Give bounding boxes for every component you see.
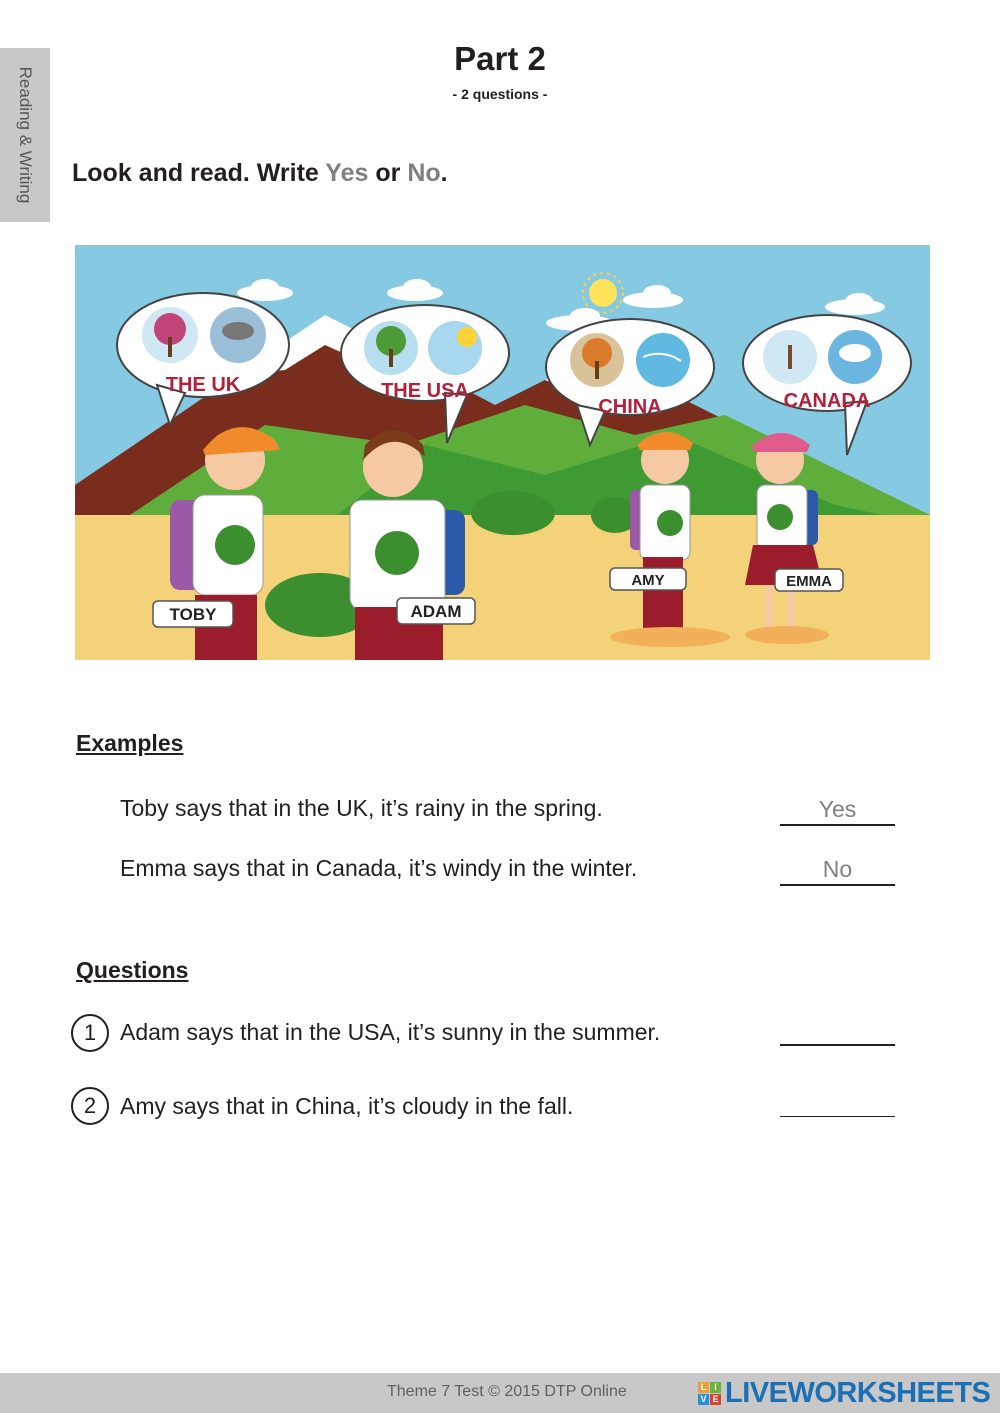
logo-text: LIVEWORKSHEETS xyxy=(725,1376,991,1409)
country-label-china: CHINA xyxy=(598,396,662,418)
page-subtitle: - 2 questions - xyxy=(452,86,548,102)
instruction-no: No xyxy=(407,159,441,187)
example-answer: Yes xyxy=(780,794,895,826)
question-sentence: Amy says that in China, it’s cloudy in the fall. xyxy=(120,1093,574,1119)
logo-letter: L xyxy=(698,1382,709,1393)
country-label-usa: THE USA xyxy=(381,380,469,402)
questions-heading: Questions xyxy=(76,957,189,983)
answer-input[interactable] xyxy=(780,1014,895,1046)
instruction-prefix: Look and read. Write xyxy=(72,159,326,187)
country-label-canada: CANADA xyxy=(783,390,871,412)
name-label-emma: EMMA xyxy=(786,573,832,590)
question-number: 2 xyxy=(71,1087,109,1125)
question-sentence: Adam says that in the USA, it’s sunny in the summer. xyxy=(120,1019,661,1045)
side-tab-label: Reading & Writing xyxy=(16,66,35,204)
instruction-suffix: . xyxy=(440,159,448,187)
logo-icon xyxy=(698,1382,721,1405)
example-answer: No xyxy=(780,854,895,886)
logo-letter: I xyxy=(710,1382,721,1393)
example-sentence: Toby says that in the UK, it’s rainy in the spring. xyxy=(120,795,603,821)
examples-heading: Examples xyxy=(76,730,184,756)
name-tag-emma xyxy=(775,569,843,591)
name-label-amy: AMY xyxy=(631,572,665,589)
logo-letter: E xyxy=(710,1394,721,1405)
name-tag-adam xyxy=(397,598,475,624)
instruction-middle: or xyxy=(368,159,408,187)
question-number: 1 xyxy=(71,1014,109,1052)
scene-illustration xyxy=(75,245,930,660)
instruction-yes: Yes xyxy=(325,159,369,187)
answer-input[interactable] xyxy=(780,1086,895,1117)
logo-letter: V xyxy=(698,1394,709,1405)
name-label-toby: TOBY xyxy=(169,605,217,624)
name-tag-amy xyxy=(610,568,686,590)
name-label-adam: ADAM xyxy=(410,602,462,621)
liveworksheets-logo[interactable] xyxy=(698,1378,990,1408)
page-title: Part 2 xyxy=(454,40,546,77)
example-sentence: Emma says that in Canada, it’s windy in the winter. xyxy=(120,855,638,881)
country-label-uk: THE UK xyxy=(165,374,241,396)
instruction xyxy=(72,159,448,188)
footer-credit: Theme 7 Test © 2015 DTP Online xyxy=(387,1383,627,1400)
name-tag-toby xyxy=(153,601,233,627)
footer xyxy=(0,1373,1000,1413)
